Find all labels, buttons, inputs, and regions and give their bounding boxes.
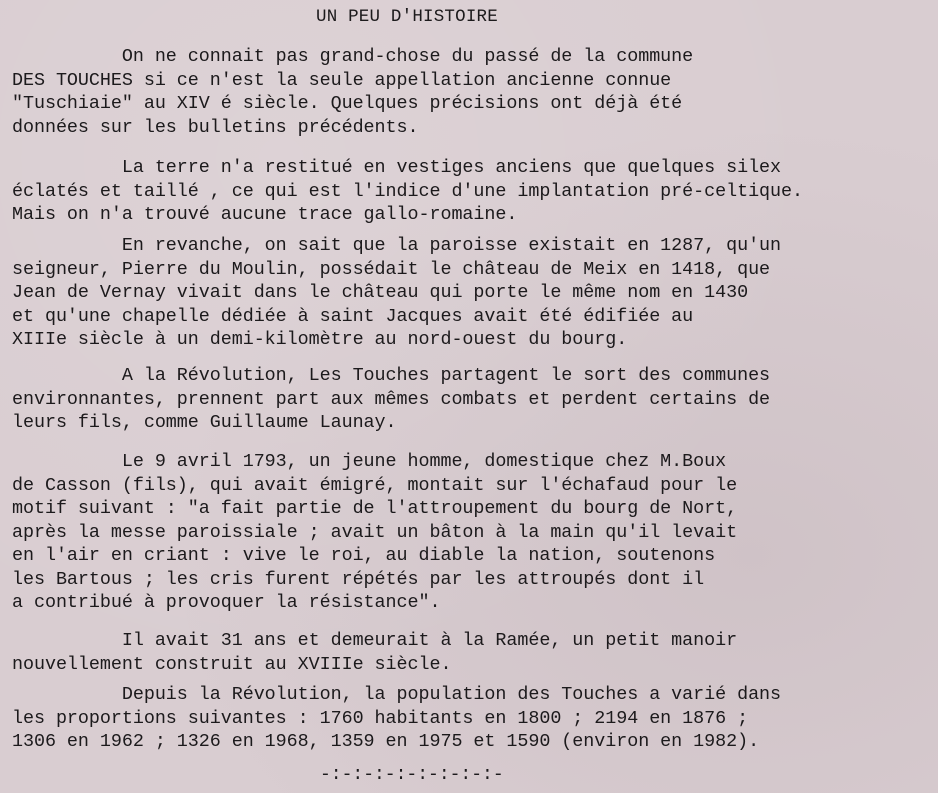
text-line: données sur les bulletins précédents. [12,116,419,138]
text-line: Mais on n'a trouvé aucune trace gallo-romaine. [12,204,518,225]
section-divider: -:-:-:-:-:-:-:-:- [320,765,504,785]
paragraph-2 [12,156,934,227]
text-line: Le 9 avril 1793, un jeune homme, domestique chez M.Boux [12,451,727,472]
paragraph-6 [12,629,934,676]
text-line: Jean de Vernay vivait dans le château qui porte le même nom en 1430 [12,282,749,303]
text-line: nouvellement construit au XVIIIe siècle. [12,653,452,675]
text-line: environnantes, prennent part aux mêmes combats et perdent certains de [12,388,771,410]
text-line: après la messe paroissiale ; avait un bâton à la main qu'il levait [12,521,738,543]
paragraph-7 [12,683,934,754]
text-line: 1306 en 1962 ; 1326 en 1968, 1359 en 1975 et 1590 (environ en 1982). [12,731,760,752]
text-line: XIIIe siècle à un demi-kilomètre au nord-ouest du bourg. [12,329,628,350]
text-line: et qu'une chapelle dédiée à saint Jacques avait été édifiée au [12,305,694,327]
text-line: éclatés et taillé , ce qui est l'indice d'une implantation pré-celtique. [12,180,804,202]
text-line: les Bartous ; les cris furent répétés par les attroupés dont il [12,568,705,590]
text-line: en l'air en criant : vive le roi, au diable la nation, soutenons [12,545,716,566]
paragraph-3 [12,234,934,352]
text-line: de Casson (fils), qui avait émigré, montait sur l'échafaud pour le [12,474,738,496]
text-line: On ne connait pas grand-chose du passé de la commune [12,46,694,67]
text-line: les proportions suivantes : 1760 habitants en 1800 ; 2194 en 1876 ; [12,707,749,729]
paragraph-1 [12,45,934,139]
text-line: Depuis la Révolution, la population des Touches a varié dans [12,684,782,705]
text-line: "Tuschiaie" au XIV é siècle. Quelques précisions ont déjà été [12,93,683,114]
text-line: DES TOUCHES si ce n'est la seule appellation ancienne connue [12,69,672,91]
text-line: motif suivant : "a fait partie de l'attroupement du bourg de Nort, [12,498,738,519]
page-title: UN PEU D'HISTOIRE [316,7,498,27]
paragraph-5 [12,450,934,615]
paragraph-4 [12,364,934,435]
text-line: A la Révolution, Les Touches partagent le sort des communes [12,365,771,386]
text-line: En revanche, on sait que la paroisse existait en 1287, qu'un [12,235,782,256]
text-line: seigneur, Pierre du Moulin, possédait le château de Meix en 1418, que [12,258,771,280]
text-line: La terre n'a restitué en vestiges anciens que quelques silex [12,157,782,178]
text-line: Il avait 31 ans et demeurait à la Ramée, un petit manoir [12,630,738,651]
text-line: leurs fils, comme Guillaume Launay. [12,412,397,433]
text-line: a contribué à provoquer la résistance". [12,592,441,613]
